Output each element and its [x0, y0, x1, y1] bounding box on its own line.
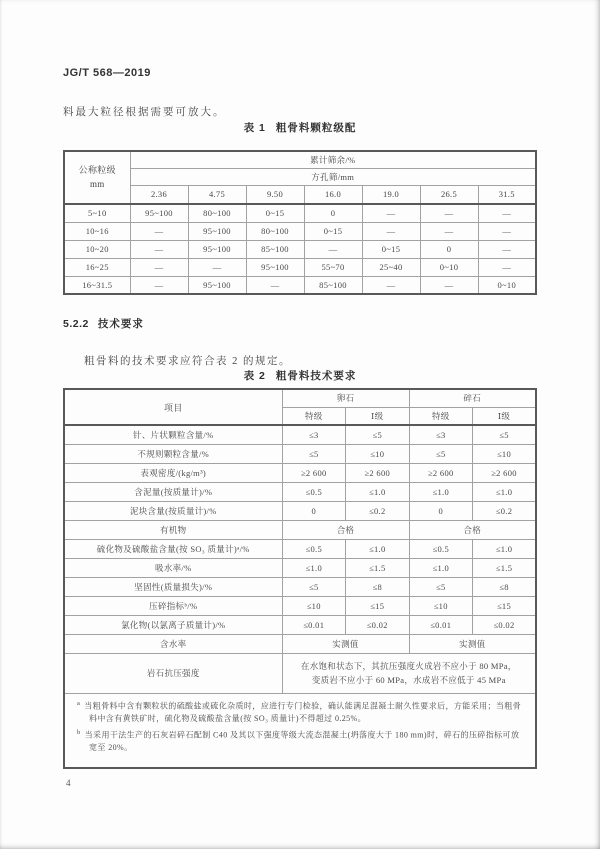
t2-cell: ≤1.0	[282, 558, 346, 577]
t1-cell: 95~100	[246, 258, 304, 276]
t2-cell: ≤10	[409, 596, 473, 615]
t2-cell: ≤10	[346, 444, 410, 463]
t1-size-col: 19.0	[362, 185, 420, 204]
table-row	[64, 222, 536, 240]
t2-cell: ≥2 600	[346, 463, 410, 482]
table-row	[64, 240, 536, 258]
t1-size-col: 26.5	[420, 185, 478, 204]
t2-cell: ≥2 600	[409, 463, 473, 482]
t1-cell: 25~40	[362, 258, 420, 276]
t2-header-pebble: 卵石	[282, 389, 409, 407]
t2-row-label: 针、片状颗粒含量/%	[64, 425, 282, 444]
t2-header-grade: Ⅰ级	[346, 407, 410, 425]
t1-cell: 85~100	[246, 240, 304, 258]
t1-cell: 95~100	[188, 276, 246, 294]
table-row	[64, 444, 536, 463]
t2-cell: ≤5	[409, 577, 473, 596]
t1-header-nominal-size-line1: 公称粒级	[78, 165, 116, 175]
t1-cell: 95~100	[188, 240, 246, 258]
t1-cell: 0~10	[420, 258, 478, 276]
table-row	[64, 596, 536, 615]
t1-row-label: 16~25	[64, 258, 130, 276]
doc-number: JG/T 568—2019	[63, 67, 151, 79]
t1-header-cumulative-residue: 累计筛余/%	[130, 151, 536, 168]
t1-size-col: 2.36	[130, 185, 188, 204]
t2-cell: ≥2 600	[282, 463, 346, 482]
table-row	[64, 276, 536, 294]
t2-cell: ≤3	[282, 425, 346, 444]
table-row	[64, 463, 536, 482]
table1-title	[0, 120, 600, 135]
footnote-a-marker: a	[77, 699, 81, 707]
t1-cell: —	[478, 222, 536, 240]
t2-header-crushed-stone: 碎石	[409, 389, 536, 407]
t2-cell: ≥2 600	[473, 463, 537, 482]
footnote-b	[77, 728, 525, 755]
t2-cell: ≤8	[346, 577, 410, 596]
t2-rock-strength-line1: 在水饱和状态下，其抗压强度火成岩不应小于 80 MPa，	[300, 660, 517, 671]
t2-row-label: 泥块含量(按质量计)/%	[64, 501, 282, 520]
t1-cell: —	[362, 204, 420, 222]
t2-row-label: 氯化物(以氯离子质量计)/%	[64, 615, 282, 634]
t1-cell: 80~100	[246, 222, 304, 240]
t2-cell: ≤1.0	[473, 539, 537, 558]
table1-title-text: 粗骨料颗粒级配	[275, 122, 357, 134]
t1-cell: —	[246, 276, 304, 294]
t1-cell: 0	[304, 204, 362, 222]
t1-size-col: 9.50	[246, 185, 304, 204]
t2-row-label: 压碎指标ᵇ/%	[64, 596, 282, 615]
t2-header-grade: 特级	[409, 407, 473, 425]
t1-size-col: 16.0	[304, 185, 362, 204]
t2-cell: ≤5	[346, 425, 410, 444]
table2-title	[0, 368, 600, 383]
footnote-a	[77, 699, 525, 726]
t2-cell: ≤0.5	[282, 539, 346, 558]
t2-header-grade: Ⅰ级	[473, 407, 537, 425]
table-row	[64, 558, 536, 577]
t1-row-label: 10~16	[64, 222, 130, 240]
t1-cell: 80~100	[188, 204, 246, 222]
t1-cell: 0~10	[478, 276, 536, 294]
section-number: 5.2.2	[63, 318, 89, 330]
t2-cell: ≤0.01	[282, 615, 346, 634]
t1-header-nominal-size-unit: mm	[89, 178, 105, 189]
table-row	[64, 482, 536, 501]
t1-cell: 55~70	[304, 258, 362, 276]
t2-cell-merged: 实测值	[282, 634, 409, 653]
table-row	[64, 653, 536, 693]
t2-row-label: 含水率	[64, 634, 282, 653]
table-row	[64, 501, 536, 520]
table1-title-prefix: 表 1	[243, 122, 266, 134]
section-body: 粗骨料的技术要求应符合表 2 的规定。	[84, 355, 291, 367]
t2-footnotes-cell	[64, 693, 536, 768]
t2-rock-strength-line2: 变质岩不应小于 60 MPa，水成岩不应低于 45 MPa	[311, 675, 506, 685]
t2-cell-merged: 合格	[282, 520, 409, 539]
t2-row-label: 表观密度/(kg/m³)	[64, 463, 282, 482]
t2-row-label: 吸水率/%	[64, 558, 282, 577]
t2-cell: ≤5	[473, 425, 537, 444]
t2-row-label: 含泥量(按质量计)/%	[64, 482, 282, 501]
t1-cell: —	[130, 222, 188, 240]
table-row	[64, 577, 536, 596]
footnote-b-text: 当采用干法生产的石灰岩碎石配制 C40 及其以下强度等级大流态混凝土(坍落度大于 180 mm)时，碎石的压碎指标可放宽至 20%。	[84, 730, 520, 753]
t1-header-square-sieve: 方孔筛/mm	[130, 168, 536, 185]
t2-row-label: 不规则颗粒含量/%	[64, 444, 282, 463]
table-row	[64, 539, 536, 558]
t2-cell: ≤0.2	[346, 501, 410, 520]
table2-title-prefix: 表 2	[243, 370, 266, 382]
t2-cell: ≤0.02	[473, 615, 537, 634]
section-title: 技术要求	[97, 318, 144, 330]
t2-row-label: 硫化物及硫酸盐含量(按 SO₃ 质量计)ᵃ/%	[64, 539, 282, 558]
section-heading	[63, 316, 144, 331]
t1-cell: 0~15	[246, 204, 304, 222]
t2-cell: ≤8	[473, 577, 537, 596]
t2-cell: ≤1.5	[473, 558, 537, 577]
t1-cell: 95~100	[130, 204, 188, 222]
t2-header-item: 项目	[64, 389, 282, 425]
t1-cell: —	[130, 240, 188, 258]
t2-cell: ≤10	[473, 444, 537, 463]
table-row	[64, 258, 536, 276]
t2-cell: ≤1.0	[473, 482, 537, 501]
table-row	[64, 520, 536, 539]
t2-cell: ≤5	[409, 444, 473, 463]
t1-cell: —	[420, 276, 478, 294]
t2-cell: ≤15	[473, 596, 537, 615]
intro-paragraph: 料最大粒径根据需要可放大。	[63, 106, 226, 118]
page-number: 4	[66, 778, 71, 788]
table-footnote-row	[64, 693, 536, 768]
t2-cell: ≤0.02	[346, 615, 410, 634]
table-row	[64, 634, 536, 653]
t2-cell: ≤10	[282, 596, 346, 615]
t2-cell: ≤0.2	[473, 501, 537, 520]
t2-cell: ≤1.0	[409, 482, 473, 501]
t2-cell-merged: 合格	[409, 520, 536, 539]
t2-cell: ≤1.0	[409, 558, 473, 577]
t1-cell: —	[130, 258, 188, 276]
t1-cell: 85~100	[304, 276, 362, 294]
t1-size-col: 31.5	[478, 185, 536, 204]
t1-cell: —	[304, 240, 362, 258]
t2-cell: 0	[409, 501, 473, 520]
t1-cell: —	[362, 222, 420, 240]
t2-header-grade: 特级	[282, 407, 346, 425]
t1-row-label: 10~20	[64, 240, 130, 258]
t2-cell: ≤0.5	[409, 539, 473, 558]
footnote-b-marker: b	[77, 728, 81, 736]
t2-cell: ≤1.5	[346, 558, 410, 577]
t2-row-label: 坚固性(质量损失)/%	[64, 577, 282, 596]
t1-row-label: 16~31.5	[64, 276, 130, 294]
table-row	[64, 615, 536, 634]
t1-size-col: 4.75	[188, 185, 246, 204]
t1-row-label: 5~10	[64, 204, 130, 222]
t2-cell: 0	[282, 501, 346, 520]
t2-cell-merged: 实测值	[409, 634, 536, 653]
t1-cell: —	[188, 258, 246, 276]
footnote-a-text: 当粗骨料中含有颗粒状的硫酸盐或硫化杂质时，应进行专门检验，确认能满足混凝土耐久性要求后，方能采用；当粗骨料中含有黄铁矿时，硫化物及硫酸盐含量(按 SO₃ 质量计)不得超过 0.25%。	[84, 701, 522, 723]
t2-cell: ≤0.5	[282, 482, 346, 501]
t1-cell: —	[420, 222, 478, 240]
t2-cell: ≤0.01	[409, 615, 473, 634]
t2-cell: ≤5	[282, 577, 346, 596]
t1-cell: 0	[420, 240, 478, 258]
t1-cell: 95~100	[188, 222, 246, 240]
t1-header-nominal-size	[64, 151, 130, 204]
t1-cell: —	[478, 240, 536, 258]
t2-cell: ≤1.0	[346, 482, 410, 501]
t1-cell: —	[478, 258, 536, 276]
table-row	[64, 425, 536, 444]
t1-cell: —	[130, 276, 188, 294]
t2-row-label: 岩石抗压强度	[64, 653, 282, 693]
t1-cell: —	[362, 276, 420, 294]
t2-cell: ≤5	[282, 444, 346, 463]
table2	[63, 388, 537, 769]
t1-cell: 0~15	[362, 240, 420, 258]
table-row	[64, 204, 536, 222]
t2-cell: ≤15	[346, 596, 410, 615]
table2-title-text: 粗骨料技术要求	[275, 370, 357, 382]
t2-cell: ≤3	[409, 425, 473, 444]
t1-cell: —	[420, 204, 478, 222]
table1	[63, 150, 537, 295]
t2-cell: ≤1.0	[346, 539, 410, 558]
t2-rock-strength-cell	[282, 653, 536, 693]
t2-row-label: 有机物	[64, 520, 282, 539]
t1-cell: —	[478, 204, 536, 222]
t1-cell: 0~15	[304, 222, 362, 240]
